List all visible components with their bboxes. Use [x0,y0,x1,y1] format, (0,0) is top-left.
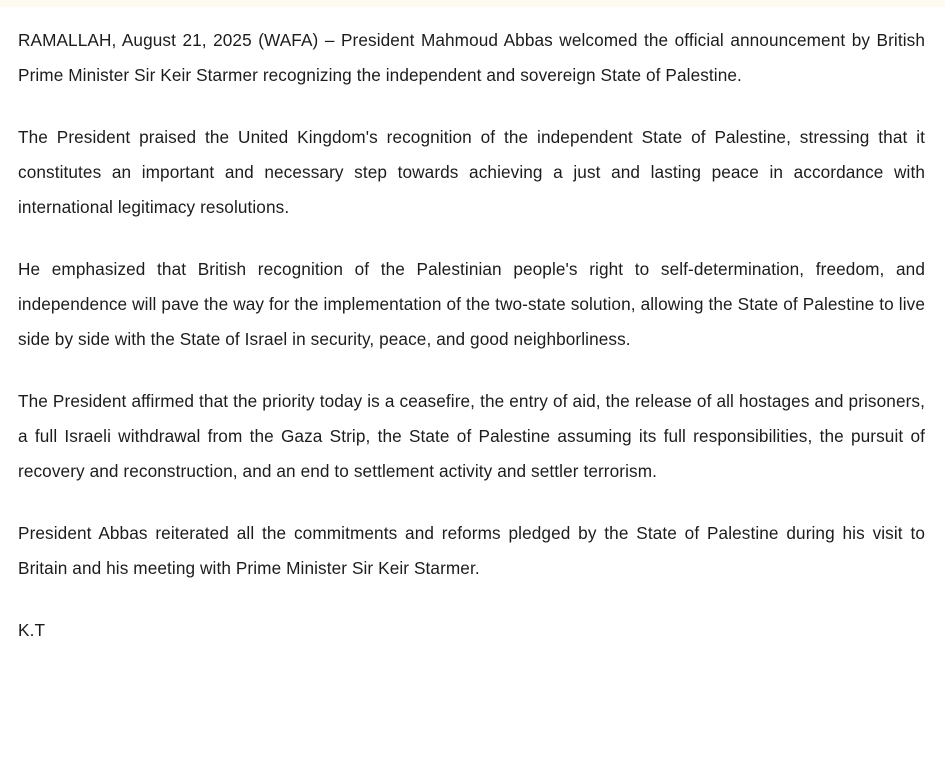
article-paragraph-1: RAMALLAH, August 21, 2025 (WAFA) – President Mahmoud Abbas welcomed the official announcement by British Prime Minister Sir Keir Starmer recognizing the independent and sovereign State of Palestine. [18,30,925,85]
article-paragraph-2: The President praised the United Kingdom's recognition of the independent State of Palestine, stressing that it constitutes an important and necessary step towards achieving a just and lasting peace in accordance with international legitimacy resolutions. [18,127,925,217]
article-body [0,7,945,648]
page-top-strip [0,0,945,7]
article-paragraph-3: He emphasized that British recognition of the Palestinian people's right to self-determination, freedom, and independence will pave the way for the implementation of the two-state solution, allowing the State of Palestine to live side by side with the State of Israel in security, peace, and good neighborliness. [18,259,925,349]
article-paragraph-5: President Abbas reiterated all the commitments and reforms pledged by the State of Palestine during his visit to Britain and his meeting with Prime Minister Sir Keir Starmer. [18,523,925,578]
article-signoff: K.T [18,620,46,640]
article-paragraph-4: The President affirmed that the priority today is a ceasefire, the entry of aid, the release of all hostages and prisoners, a full Israeli withdrawal from the Gaza Strip, the State of Palestine assuming its full responsibilities, the pursuit of recovery and reconstruction, and an end to settlement activity and settler terrorism. [18,391,925,481]
